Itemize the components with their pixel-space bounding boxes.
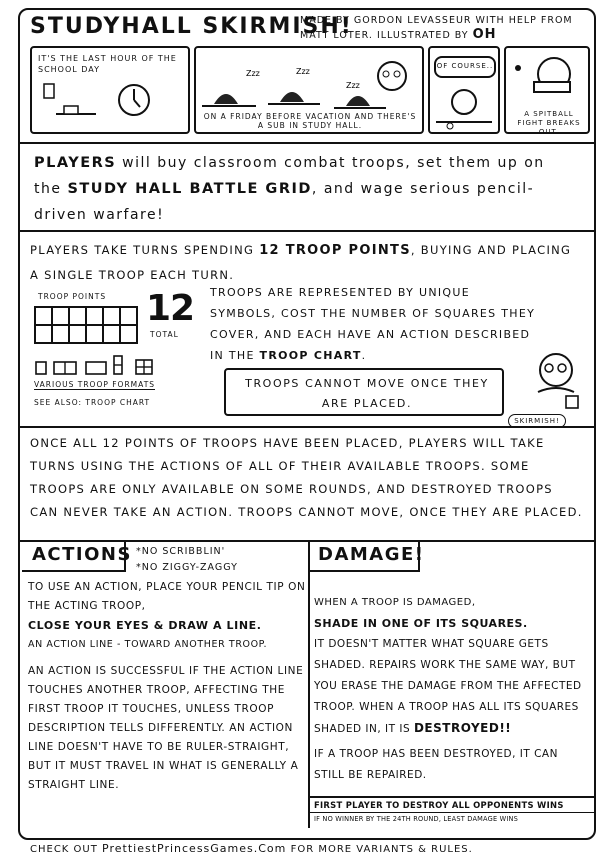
panel-2-caption: ON A FRIDAY BEFORE VACATION AND THERE'S A SUB IN STUDY HALL. — [200, 112, 420, 130]
clock-illustration — [36, 78, 188, 132]
gameplay-text: ONCE ALL 12 POINTS OF TROOPS HAVE BEEN PLACED, PLAYERS WILL TAKE TURNS USING THE ACTIONS OF ALL OF THEIR AVAILABLE TROOPS. SOME TROOPS ARE ONLY AVAILABLE ON SOME ROUNDS, AND DESTROYED TROOPS CAN NEVER TAKE AN ACTION. TROOPS CANNOT MOVE, ONCE THEY ARE PLACED. — [30, 436, 583, 519]
actions-heading-box — [22, 540, 132, 572]
game-title: STUDYHALL SKIRMISH! — [30, 14, 353, 39]
comic-panel-4 — [504, 46, 590, 134]
damage-p1: WHEN A TROOP IS DAMAGED, — [314, 597, 476, 608]
troop-chart-emph: TROOP CHART — [259, 349, 362, 362]
note-text: TROOPS CANNOT MOVE ONCE THEY ARE PLACED. — [245, 377, 489, 410]
actions-draw-line: CLOSE YOUR EYES & DRAW A LINE. — [28, 619, 262, 632]
intro-players: PLAYERS — [34, 155, 117, 171]
note-box — [224, 368, 504, 416]
panel-4-caption: A SPITBALL FIGHT BREAKS OUT. — [517, 110, 581, 136]
snore-1: Zzz — [246, 69, 260, 78]
mascot-speech: SKIRMISH! — [508, 414, 566, 428]
actions-body — [28, 578, 306, 795]
troop-points-label: TROOP POINTS — [38, 292, 107, 301]
column-divider — [308, 540, 310, 828]
snore-2: Zzz — [296, 67, 310, 76]
divider-1 — [18, 142, 596, 144]
win-divider — [310, 812, 596, 813]
illustrator-signature: OH — [472, 27, 497, 42]
troop-formats-label: VARIOUS TROOP FORMATS — [34, 380, 156, 389]
website-link[interactable]: PrettiestPrincessGames.Com — [102, 842, 287, 855]
see-also-label: SEE ALSO: TROOP CHART — [34, 398, 151, 407]
point-cell — [119, 306, 138, 326]
damage-rules-text: IT DOESN'T MATTER WHAT SQUARE GETS SHADED. REPAIRS WORK THE SAME WAY, BUT YOU ERASE THE DAMAGE FROM THE AFFECTED TROOP. WHEN A TROOP HAS ALL ITS SQUARES SHADED IN, IT IS — [314, 638, 582, 735]
actions-rule-2: *NO ZIGGY-ZAGGY — [136, 562, 238, 573]
footer-text: CHECK OUT — [30, 844, 103, 855]
damage-p2: IF A TROOP HAS BEEN DESTROYED, IT CAN STILL BE REPAIRED. — [314, 748, 558, 781]
actions-rule-1: *NO SCRIBBLIN' — [136, 546, 226, 557]
snore-3: Zzz — [346, 81, 360, 90]
intro-segment-end: , and wage serious pencil-driven warfare! — [34, 181, 535, 223]
actions-line-note: AN ACTION LINE - TOWARD ANOTHER TROOP. — [28, 639, 268, 650]
troop-description-text: TROOPS ARE REPRESENTED BY UNIQUE SYMBOLS, COST THE NUMBER OF SQUARES THEY COVER, AND EACH HAVE AN ACTION DESCRIBED IN THE — [210, 286, 536, 362]
setup-text-end: , BUYING AND PLACING A SINGLE TROOP EACH TURN. — [30, 243, 572, 282]
points-total: 12 — [146, 288, 195, 329]
actions-p2: AN ACTION IS SUCCESSFUL IF THE ACTION LINE TOUCHES ANOTHER TROOP, AFFECTING THE FIRST TROOP IT TOUCHES, UNLESS TROOP DESCRIPTION TELLS DIFFERENTLY. AN ACTION LINE DOESN'T HAVE TO BE RULER-STRAIGHT, BUT IT MUST TRAVEL IN WHAT IS GENERALLY A STRAIGHT LINE. — [28, 665, 304, 791]
tiebreak-rule: IF NO WINNER BY THE 24TH ROUND, LEAST DAMAGE WINS — [314, 815, 518, 823]
speech-of-course: OF COURSE.. — [434, 56, 496, 78]
credits-text: MADE BY GORDON LEVASSEUR WITH HELP FROM MATT LOTER. ILLUSTRATED BY — [300, 15, 573, 41]
intro-segment: will buy classroom combat troops, set them up on the — [34, 155, 545, 197]
troop-points-grid — [34, 306, 148, 348]
panel-1-caption: IT'S THE LAST HOUR OF THE SCHOOL DAY — [38, 54, 177, 74]
footer — [30, 842, 590, 855]
damage-shade-emph: SHADE IN ONE OF ITS SQUARES. — [314, 617, 528, 630]
destroyed-emph: DESTROYED!! — [413, 721, 512, 735]
win-condition-box — [308, 796, 596, 828]
actions-p1: TO USE AN ACTION, PLACE YOUR PENCIL TIP ON THE ACTING TROOP, — [28, 581, 306, 612]
damage-p1-rest — [314, 634, 586, 740]
intro-battle-grid: STUDY HALL BATTLE GRID — [67, 181, 312, 197]
spitball-illustration — [506, 48, 588, 108]
divider-3 — [18, 426, 596, 428]
actions-heading: ACTIONS — [32, 544, 132, 565]
win-condition: FIRST PLAYER TO DESTROY ALL OPPONENTS WINS — [314, 800, 564, 810]
troop-description-end: . — [361, 349, 367, 362]
troop-formats-illustration — [34, 354, 164, 378]
damage-heading-box — [308, 540, 425, 572]
setup-paragraph — [30, 238, 580, 287]
footer-text-end: FOR MORE VARIANTS & RULES. — [286, 844, 473, 855]
damage-heading: DAMAGE! — [318, 544, 425, 565]
comic-panel-1 — [30, 46, 190, 134]
comic-panel-3 — [428, 46, 500, 134]
point-cell — [119, 324, 138, 344]
setup-text: PLAYERS TAKE TURNS SPENDING — [30, 243, 260, 257]
divider-2 — [18, 230, 596, 232]
damage-body — [314, 592, 586, 786]
comic-panel-2 — [194, 46, 424, 134]
credits — [300, 14, 590, 43]
points-total-label: TOTAL — [150, 330, 179, 339]
troop-description — [210, 282, 540, 366]
mascot-illustration — [520, 346, 590, 420]
intro-text — [34, 150, 574, 228]
student-illustration — [430, 82, 498, 132]
troop-points-emph: 12 TROOP POINTS — [259, 243, 411, 258]
